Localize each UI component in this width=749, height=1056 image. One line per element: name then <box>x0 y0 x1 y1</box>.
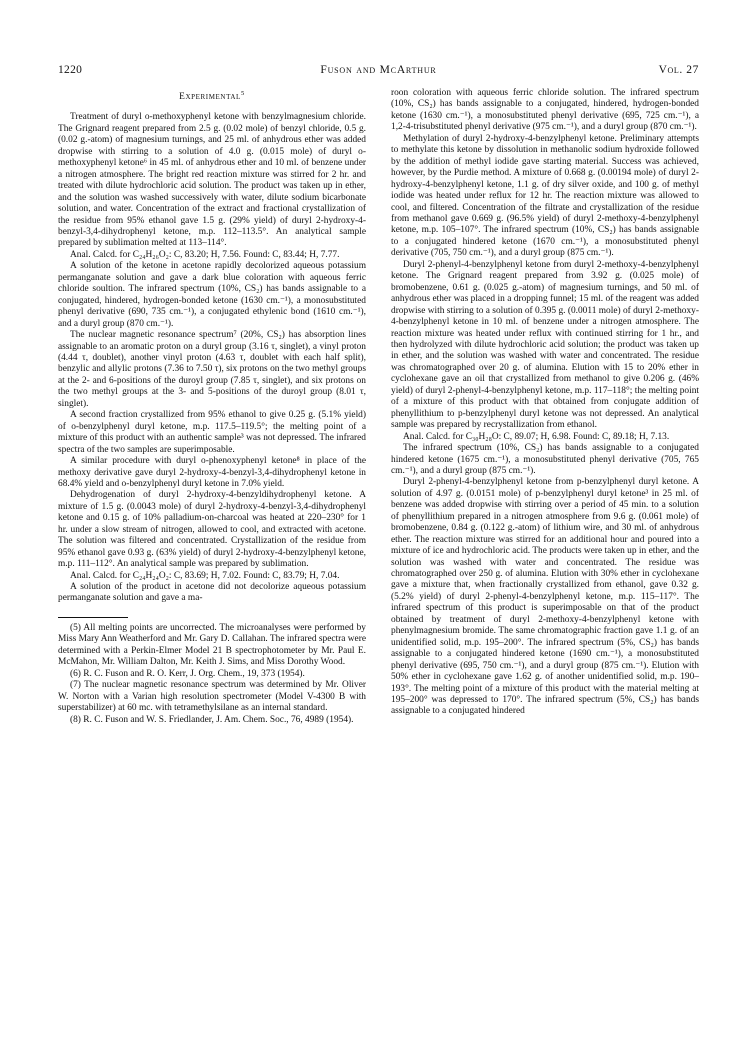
footnote-divider <box>58 617 128 618</box>
running-header <box>58 64 699 84</box>
left-column <box>58 88 366 726</box>
right-column <box>391 88 699 726</box>
paragraph: Methylation of duryl 2-hydroxy-4-benzylphenyl ketone. Preliminary attempts to methylate this ketone by dissolution in methanolic sodium hydroxide followed by the addition of methyl iodide gave starting material. Success was achieved, however, by the Purdie method. A mixture of 0.668 g. (0.00194 mole) of duryl 2-hydroxy-4-benzylphenyl ketone, 1.1 g. of dry silver oxide, and 100 g. of methyl iodide was heated under reflux for 12 hr. The reaction mixture was allowed to cool, and filtered. Concentration of the filtrate and crystallization of the residue from methanol gave 0.669 g. (96.5% yield) of duryl 2-methoxy-4-benzylphenyl ketone, m.p. 105–107°. The infrared spectrum (10%, CS₂) has bands assignable to a conjugated hindered ketone (1670 cm.⁻¹), a monosubstituted phenyl derivative (705, 750 cm.⁻¹), and a duryl group (875 cm.⁻¹). <box>391 133 699 259</box>
paragraph: A solution of the product in acetone did not decolorize aqueous potassium permanganate solution and gave a ma- <box>58 582 366 604</box>
paragraph: Treatment of duryl o-methoxyphenyl ketone with benzylmagnesium chloride. The Grignard reagent prepared from 2.5 g. (0.02 mole) of benzyl chloride, 0.5 g. (0.02 g.-atom) of magnesium turnings, and 25 ml. of anhydrous ether was added dropwise with stirring to a solution of 4.0 g. (0.015 mole) of duryl o-methoxyphenyl ketone⁶ in 45 ml. of anhydrous ether and 10 ml. of benzene under a nitrogen atmosphere. The bright red reaction mixture was stirred for 2 hr. and treated with dilute hydrochloric acid solution. The product was taken up in ether, and the solution was washed successively with water, dilute sodium bicarbonate solution, and water. Concentration of the extract and fractional crystallization of the residue from 95% ethanol gave 1.5 g. (29% yield) of duryl 2-hydroxy-4-benzyl-3,4-dihydrophenyl ketone, m.p. 112–113.5°. An analytical sample prepared by sublimation melted at 113–114°. <box>58 112 366 249</box>
page-number: 1220 <box>58 64 83 76</box>
paragraph: Anal. Calcd. for C₃₀H₂₈O: C, 89.07; H, 6.98. Found: C, 89.18; H, 7.13. <box>403 431 670 442</box>
paragraph: The nuclear magnetic resonance spectrum⁷ (20%, CS₂) has absorption lines assignable to an aromatic proton on a duryl group (3.16 τ, singlet), a vinyl proton (4.44 τ, doublet), another vinyl proton (4.63 τ, doublet with each half split), benzylic and allylic protons (7.36 to 7.50 τ), six protons on the two methyl groups at the 2- and 6-positions of the duroyl group (7.85 τ, singlet), and six protons on the two methyl groups at the 3- and 5-positions of the duroyl group (8.01 τ, singlet). <box>58 330 366 409</box>
paragraph: The infrared spectrum (10%, CS₂) has bands assignable to a conjugated hindered ketone (1675 cm.⁻¹), a monosubstituted phenyl derivative (705, 765 cm.⁻¹), and a duryl group (875 cm.⁻¹). <box>391 443 699 476</box>
footnote: (8) R. C. Fuson and W. S. Friedlander, J. Am. Chem. Soc., 76, 4989 (1954). <box>70 714 354 725</box>
paragraph: Anal. Calcd. for C₂₄H₂₆O₂: C, 83.20; H, 7.56. Found: C, 83.44; H, 7.77. <box>70 249 340 260</box>
paragraph: Dehydrogenation of duryl 2-hydroxy-4-benzyldihydrophenyl ketone. A mixture of 1.5 g. (0.0043 mole) of duryl 2-hydroxy-4-benzyl-3,4-dihydrophenyl ketone and 0.15 g. of 10% palladium-on-charcoal was heated at 220–230° for 1 hr. under a slow stream of nitrogen, allowed to cool, and extracted with acetone. The solution was filtered and concentrated. Crystallization of the residue from 95% ethanol gave 0.93 g. (63% yield) of duryl 2-hydroxy-4-benzylphenyl ketone, m.p. 111–112°. An analytical sample was prepared by sublimation. <box>58 490 366 570</box>
footnote: (6) R. C. Fuson and R. O. Kerr, J. Org. Chem., 19, 373 (1954). <box>70 668 305 679</box>
footnote: (5) All melting points are uncorrected. The microanalyses were performed by Miss Mary Ann Weatherford and Mr. Gary D. Callahan. The infrared spectra were determined with a Perkin-Elmer Model 21 B spectrophotometer by Mr. Paul E. McMahon, Mr. William Dalton, Mr. Keith J. Sims, and Miss Dorothy Wood. <box>58 622 366 668</box>
footnote: (7) The nuclear magnetic resonance spectrum was determined by Mr. Oliver W. Norton with a Varian high resolution spectrometer (Model V-4300 B with superstabilizer) at 60 mc. with tetramethylsilane as an internal standard. <box>58 680 366 714</box>
paragraph: Duryl 2-phenyl-4-benzylphenyl ketone from p-benzylphenyl duryl ketone. A solution of 4.97 g. (0.0151 mole) of p-benzylphenyl duryl ketone³ in 25 ml. of benzene was added dropwise with stirring over a period of 45 min. to a solution of phenyllithium prepared in a nitrogen atmosphere from 9.6 g. (0.061 mole) of bromobenzene, 0.84 g. (0.122 g.-atom) of lithium wire, and 30 ml. of anhydrous ether. The reaction mixture was stirred for an additional hour and poured into a mixture of ice and hydrochloric acid. The products were taken up in ether, and the solution was washed with water and concentrated. The residue was chromatographed over 250 g. of alumina. Elution with 30% ether in cyclohexane gave a mixture that, when fractionally crystallized from ethanol, gave 0.32 g. (5.2% yield) of duryl 2-phenyl-4-benzylphenyl ketone, m.p. 115–117°. The infrared spectrum of this product is superimposable on that of the product obtained by treatment of duryl 2-methoxy-4-benzylphenyl ketone with phenylmagnesium bromide. The same chromatographic fraction gave 1.1 g. of an unidentified solid, m.p. 195–200°. The infrared spectrum (5%, CS₂) has bands assignable to a conjugated hindered ketone (1690 cm.⁻¹), a monosubstituted phenyl derivative (695, 750 cm.⁻¹), and a duryl group (875 cm.⁻¹). Elution with 50% ether in cyclohexane gave 1.62 g. of another unidentified solid, m.p. 190–193°. The melting point of a mixture of this product with the material melting at 195–200° was depressed to 170°. The infrared spectrum (5%, CS₂) has bands assignable to a conjugated hindered <box>391 477 699 717</box>
running-authors: Fuson and McArthur <box>320 64 437 76</box>
footnotes <box>58 623 366 726</box>
paragraph: A similar procedure with duryl o-phenoxyphenyl ketone⁸ in place of the methoxy derivative gave duryl 2-hydroxy-4-benzyl-3,4-dihydrophenyl ketone in 68.4% yield and o-benzylphenyl duryl ketone in 7.0% yield. <box>58 456 366 489</box>
volume-label: Vol. 27 <box>658 64 699 76</box>
paragraph: A second fraction crystallized from 95% ethanol to give 0.25 g. (5.1% yield) of o-benzylphenyl duryl ketone, m.p. 117.5–119.5°; the melting point of a mixture of this product with an authentic sample³ was not depressed. The infrared spectra of the two samples are superimposable. <box>58 410 366 455</box>
paragraph: Duryl 2-phenyl-4-benzylphenyl ketone from duryl 2-methoxy-4-benzylphenyl ketone. The Grignard reagent prepared from 3.92 g. (0.025 mole) of bromobenzene, 0.61 g. (0.025 g.-atom) of magnesium turnings, and 50 ml. of anhydrous ether was placed in a dropping funnel; 15 ml. of the reagent was added dropwise with stirring to a solution of 0.395 g. (0.0011 mole) of duryl 2-methoxy-4-benzylphenyl ketone in 10 ml. of benzene under a nitrogen atmosphere. The reaction mixture was heated under reflux with continued stirring for 1 hr., and then hydrolyzed with dilute hydrochloric acid solution; the product was taken up in ether, and the solution was washed with water and concentrated. The residue was chromatographed over 20 g. of alumina. Elution with 15 to 20% ether in cyclohexane gave an oil that crystallized from methanol to give 0.206 g. (46% yield) of duryl 2-phenyl-4-benzylphenyl ketone, m.p. 117–118°; the melting point of a mixture of this product with that obtained from conjugate addition of phenyllithium to p-benzylphenyl duryl ketone was not depressed. An analytical sample was prepared by recrystallization from ethanol. <box>391 259 699 431</box>
paragraph: roon coloration with aqueous ferric chloride solution. The infrared spectrum (10%, CS₂) has bands assignable to a conjugated, hindered, hydrogen-bonded ketone (1630 cm.⁻¹), a monosubstituted phenyl derivative (695, 725 cm.⁻¹), a 1,2-4-trisubstituted phenyl derivative (975 cm.⁻¹), and a duryl group (870 cm.⁻¹). <box>391 88 699 133</box>
section-heading <box>58 89 366 103</box>
section-title-footnote-ref: 5 <box>240 89 245 97</box>
paragraph: Anal. Calcd. for C₂₄H₂₄O₂: C, 83.69; H, 7.02. Found: C, 83.79; H, 7.04. <box>70 570 340 581</box>
section-title: Experimental <box>179 92 241 102</box>
paragraph: A solution of the ketone in acetone rapidly decolorized aqueous potassium permanganate solution and gave a dark blue coloration with aqueous ferric chloride soultion. The infrared spectrum (10%, CS₂) has bands assignable to a conjugated, hindered, hydrogen-bonded ketone (1630 cm.⁻¹), a monosubstituted phenyl derivative (690, 735 cm.⁻¹), a conjugated ethylenic bond (1610 cm.⁻¹), and a duryl group (870 cm.⁻¹). <box>58 261 366 329</box>
two-column-body <box>58 88 699 726</box>
